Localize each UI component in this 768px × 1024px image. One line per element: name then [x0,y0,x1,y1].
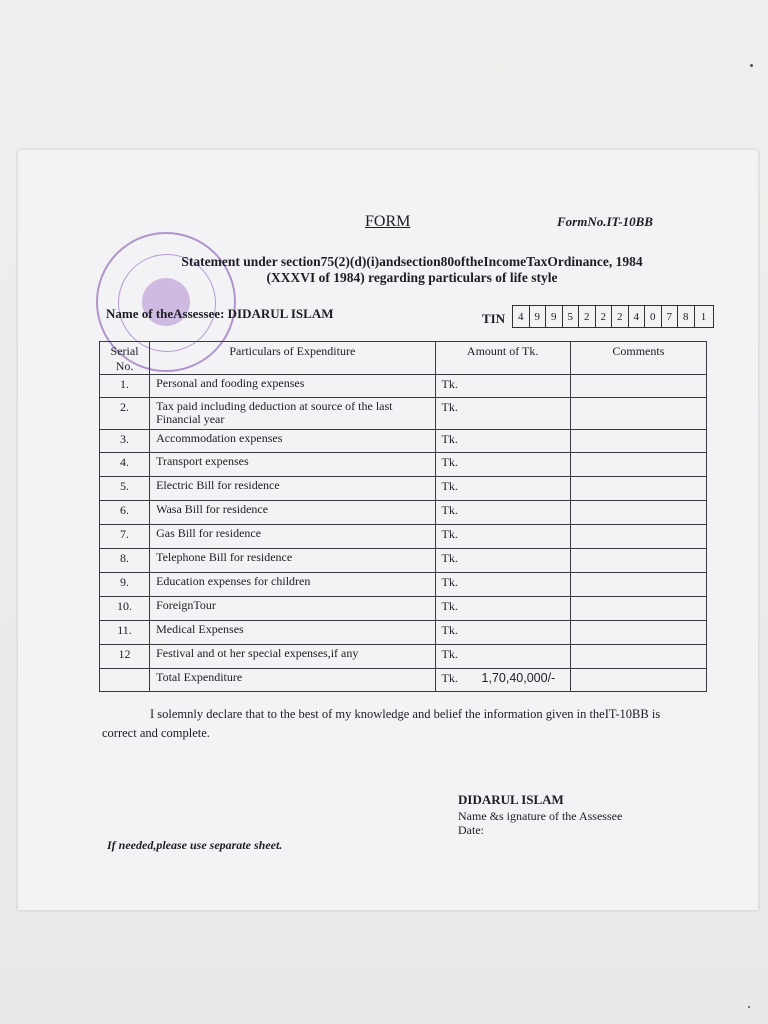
header-serial: Serial No. [100,342,150,375]
tin-digit: 4 [513,306,530,327]
comment-cell [570,549,706,573]
table-row [100,375,707,398]
date-label: Date: [458,823,484,837]
table-row [100,501,707,525]
currency-label: Tk. [441,377,458,391]
amount-cell [435,621,570,645]
particular-cell: Accommodation expenses [150,430,435,453]
declaration-text: I solemnly declare that to the best of my knowledge and belief the information given in theIT-10BB is correct and complete. [102,707,661,740]
header-particulars: Particulars of Expenditure [150,342,435,375]
serial-cell [100,669,150,692]
comment-cell [570,573,706,597]
tin-digit: 1 [700,310,707,323]
serial-cell: 8. [100,549,150,573]
table-row [100,477,707,501]
currency-label: Tk. [441,432,458,446]
amount-cell [435,501,570,525]
comment-cell [570,669,706,692]
table-header-row [100,342,707,375]
table-row [100,597,707,621]
particular-cell: Telephone Bill for residence [150,549,435,573]
statement-line-2: (XXXVI of 1984) regarding particulars of life style [266,270,558,285]
amount-value: 1,70,40,000/- [481,671,556,685]
currency-label: Tk. [441,671,458,685]
tin-digit: 9 [546,306,563,327]
serial-cell: 12 [100,645,150,669]
table-row [100,573,707,597]
scan-speck [748,1006,750,1008]
particular-cell: Festival and ot her special expenses,if any [150,645,435,669]
serial-cell: 9. [100,573,150,597]
particular-cell: Total Expenditure [150,669,435,692]
comment-cell [570,597,706,621]
statement-title [147,254,677,286]
serial-cell: 3. [100,430,150,453]
particular-cell: Transport expenses [150,453,435,477]
amount-cell [435,525,570,549]
serial-cell: 11. [100,621,150,645]
amount-cell [435,573,570,597]
serial-cell: 10. [100,597,150,621]
currency-label: Tk. [441,623,458,637]
comment-cell [570,430,706,453]
amount-cell [435,669,570,692]
comment-cell [570,453,706,477]
currency-label: Tk. [441,400,458,414]
footer-note: If needed,please use separate sheet. [107,838,283,852]
form-number: FormNo.IT-10BB [557,214,653,229]
particular-cell: Education expenses for children [150,573,435,597]
amount-cell [435,430,570,453]
amount-cell [435,549,570,573]
comment-cell [570,398,706,430]
currency-label: Tk. [441,575,458,589]
amount-cell [435,453,570,477]
assessee-label: Name of theAssessee: [106,306,225,321]
tin-digit: 5 [563,306,580,327]
currency-label: Tk. [441,599,458,613]
serial-cell: 6. [100,501,150,525]
tin-digit: 0 [645,306,662,327]
header-amount: Amount of Tk. [435,342,570,375]
table-row [100,453,707,477]
currency-label: Tk. [441,479,458,493]
particular-cell: Personal and fooding expenses [150,375,435,398]
comment-cell [570,621,706,645]
table-row [100,430,707,453]
tin-digit: 7 [662,306,679,327]
tin-digit: 4 [629,306,646,327]
tin-digit: 2 [596,306,613,327]
statement-line-1: Statement under section75(2)(d)(i)andsection80oftheIncomeTaxOrdinance, 1984 [181,254,643,269]
amount-cell [435,645,570,669]
serial-cell: 2. [100,398,150,430]
particular-cell: ForeignTour [150,597,435,621]
tin-digit: 2 [612,306,629,327]
assessee-name-field [106,306,334,322]
comment-cell [570,645,706,669]
expenditure-table [99,341,707,692]
currency-label: Tk. [441,527,458,541]
table-row [100,398,707,430]
signature-label: Name &s ignature of the Assessee [458,809,623,823]
particular-cell: Tax paid including deduction at source of the last Financial year [150,398,435,430]
tin-label: TIN [482,311,506,326]
tin-digit: 9 [530,306,547,327]
comment-cell [570,525,706,549]
table-row [100,549,707,573]
currency-label: Tk. [441,455,458,469]
serial-cell: 4. [100,453,150,477]
total-row [100,669,707,692]
amount-cell [435,477,570,501]
header-comments: Comments [570,342,706,375]
serial-cell: 7. [100,525,150,549]
signature-name: DIDARUL ISLAM [458,792,564,807]
table-row [100,525,707,549]
table-row [100,621,707,645]
particular-cell: Gas Bill for residence [150,525,435,549]
comment-cell [570,501,706,525]
amount-cell [435,375,570,398]
currency-label: Tk. [441,551,458,565]
currency-label: Tk. [441,647,458,661]
serial-cell: 1. [100,375,150,398]
tin-digit: 2 [579,306,596,327]
form-heading: FORM [365,213,411,230]
scan-speck [750,64,753,67]
comment-cell [570,375,706,398]
amount-cell [435,597,570,621]
serial-cell: 5. [100,477,150,501]
particular-cell: Electric Bill for residence [150,477,435,501]
tin-digit-boxes [512,305,714,328]
tin-digit: 8 [678,306,695,327]
table-row [100,645,707,669]
currency-label: Tk. [441,503,458,517]
particular-cell: Medical Expenses [150,621,435,645]
particular-cell: Wasa Bill for residence [150,501,435,525]
assessee-name: DIDARUL ISLAM [227,306,334,321]
comment-cell [570,477,706,501]
amount-cell [435,398,570,430]
